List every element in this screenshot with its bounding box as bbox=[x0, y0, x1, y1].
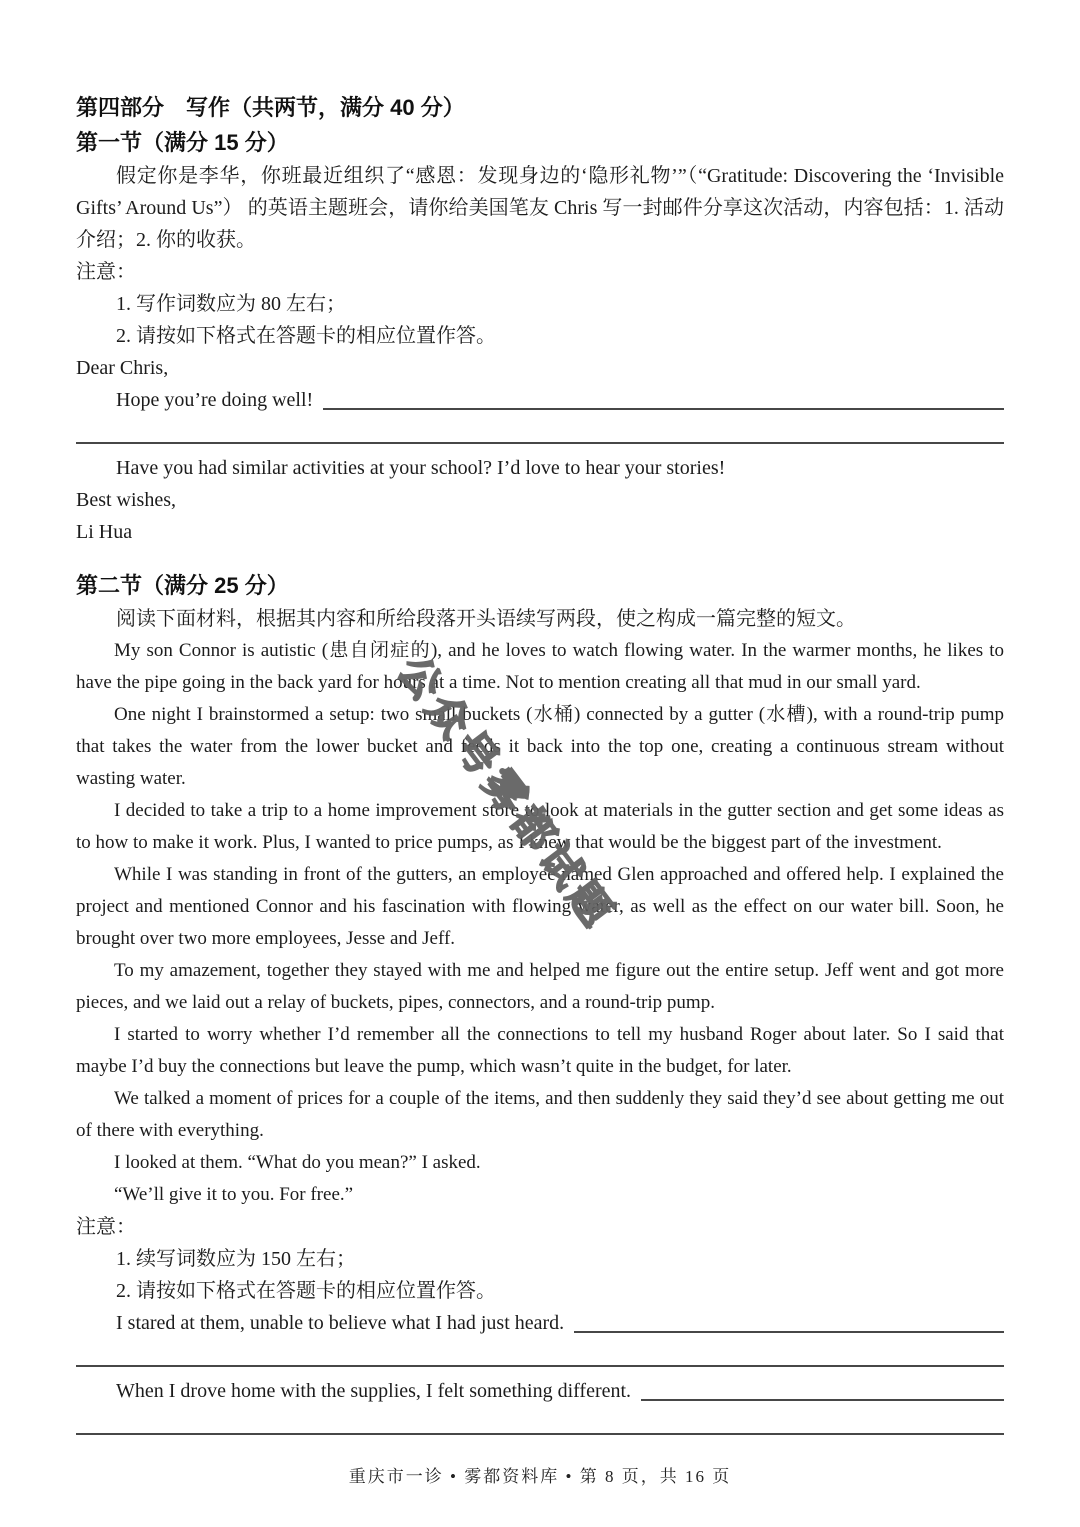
section1-note-1: 1. 写作词数应为 80 左右； bbox=[116, 293, 346, 315]
answer-rule-line-2 bbox=[76, 1339, 1004, 1367]
answer-blank-line-2 bbox=[574, 1331, 1004, 1333]
letter-signature: Li Hua bbox=[76, 521, 133, 543]
section2-note-1: 1. 续写词数应为 150 左右； bbox=[116, 1248, 356, 1270]
continuation-opener-row-1 bbox=[76, 1307, 1004, 1339]
section1-heading: 第一节（满分 15 分） bbox=[76, 130, 289, 155]
letter-closing: Have you had similar activities at your school? I’d love to hear your stories! bbox=[116, 457, 726, 479]
story-paragraph: We talked a moment of prices for a couple of the items, and then suddenly they said they’d see about getting me out of there with everything. bbox=[76, 1088, 1004, 1141]
story-paragraph: While I was standing in front of the gutters, an employee named Glen approached and offered help. I explained the project and mentioned Connor and his fascination with flowing water, as well as the effect on our water bill. Soon, he brought over two more employees, Jesse and Jeff. bbox=[76, 864, 1004, 949]
diagonal-watermark: 公众号雾都试题 bbox=[389, 648, 625, 939]
story-paragraph: To my amazement, together they stayed with me and helped me figure out the entire setup. Jeff went and got more pieces, and we laid out a relay of buckets, pipes, connectors, and a round-trip pump. bbox=[76, 960, 1004, 1013]
continuation-opener-row-2 bbox=[76, 1375, 1004, 1407]
section1-note-2: 2. 请按如下格式在答题卡的相应位置作答。 bbox=[116, 325, 496, 347]
story-paragraph: One night I brainstormed a setup: two small buckets (水桶) connected by a gutter (水槽), with a round-trip pump that takes the water from the lower bucket and feeds it back into the top one, creating a continuous stream without wasting water. bbox=[76, 704, 1004, 789]
section2-instruction: 阅读下面材料，根据其内容和所给段落开头语续写两段，使之构成一篇完整的短文。 bbox=[116, 608, 856, 630]
section2-notice-label: 注意： bbox=[76, 1216, 136, 1238]
story-paragraph: My son Connor is autistic (患自闭症的), and he loves to watch flowing water. In the warmer months, he likes to have the pipe going in the back yard for hours at a time. Not to mention creating all that mud in our small yard. bbox=[76, 640, 1004, 693]
section1-notice-label: 注意： bbox=[76, 261, 136, 283]
answer-rule-line-3 bbox=[76, 1407, 1004, 1435]
story-paragraph: I decided to take a trip to a home improvement store to look at materials in the gutter section and get some ideas as to how to make it work. Plus, I wanted to price pumps, as I knew that would be the biggest part of the investment. bbox=[76, 800, 1004, 853]
section2-note-2: 2. 请按如下格式在答题卡的相应位置作答。 bbox=[116, 1280, 496, 1302]
part4-heading: 第四部分 写作（共两节，满分 40 分） bbox=[76, 95, 465, 120]
section1-prompt: 假定你是李华，你班最近组织了“感恩：发现身边的‘隐形礼物’”（“Gratitude: Discovering the ‘Invisible Gifts’ Around Us”） 的英语主题班会，请你给美国笔友 Chris 写一封邮件分享这次活动，内容包括：1. 活动介绍；2. 你的收获。 bbox=[76, 165, 1004, 251]
continuation-opener-1: I stared at them, unable to believe what I had just heard. bbox=[116, 1312, 565, 1334]
letter-salutation: Dear Chris, bbox=[76, 357, 169, 379]
story-paragraph: “We’ll give it to you. For free.” bbox=[114, 1184, 354, 1205]
continuation-opener-2: When I drove home with the supplies, I felt something different. bbox=[116, 1380, 632, 1402]
answer-blank-line-3 bbox=[641, 1399, 1004, 1401]
story-paragraph: I looked at them. “What do you mean?” I asked. bbox=[114, 1152, 481, 1173]
answer-rule-line-1 bbox=[76, 416, 1004, 444]
page-footer: 重庆市一诊 • 雾都资料库 • 第 8 页，共 16 页 bbox=[348, 1467, 732, 1486]
letter-signoff: Best wishes, bbox=[76, 489, 176, 511]
answer-blank-line-1 bbox=[323, 408, 1004, 410]
story-paragraph: I started to worry whether I’d remember all the connections to tell my husband Roger about later. So I said that maybe I’d buy the connections but leave the pump, which wasn’t quite in the budget, for later. bbox=[76, 1024, 1004, 1077]
letter-opening-row bbox=[76, 384, 1004, 416]
section2-heading: 第二节（满分 25 分） bbox=[76, 573, 289, 598]
letter-opening-text: Hope you’re doing well! bbox=[116, 389, 314, 411]
